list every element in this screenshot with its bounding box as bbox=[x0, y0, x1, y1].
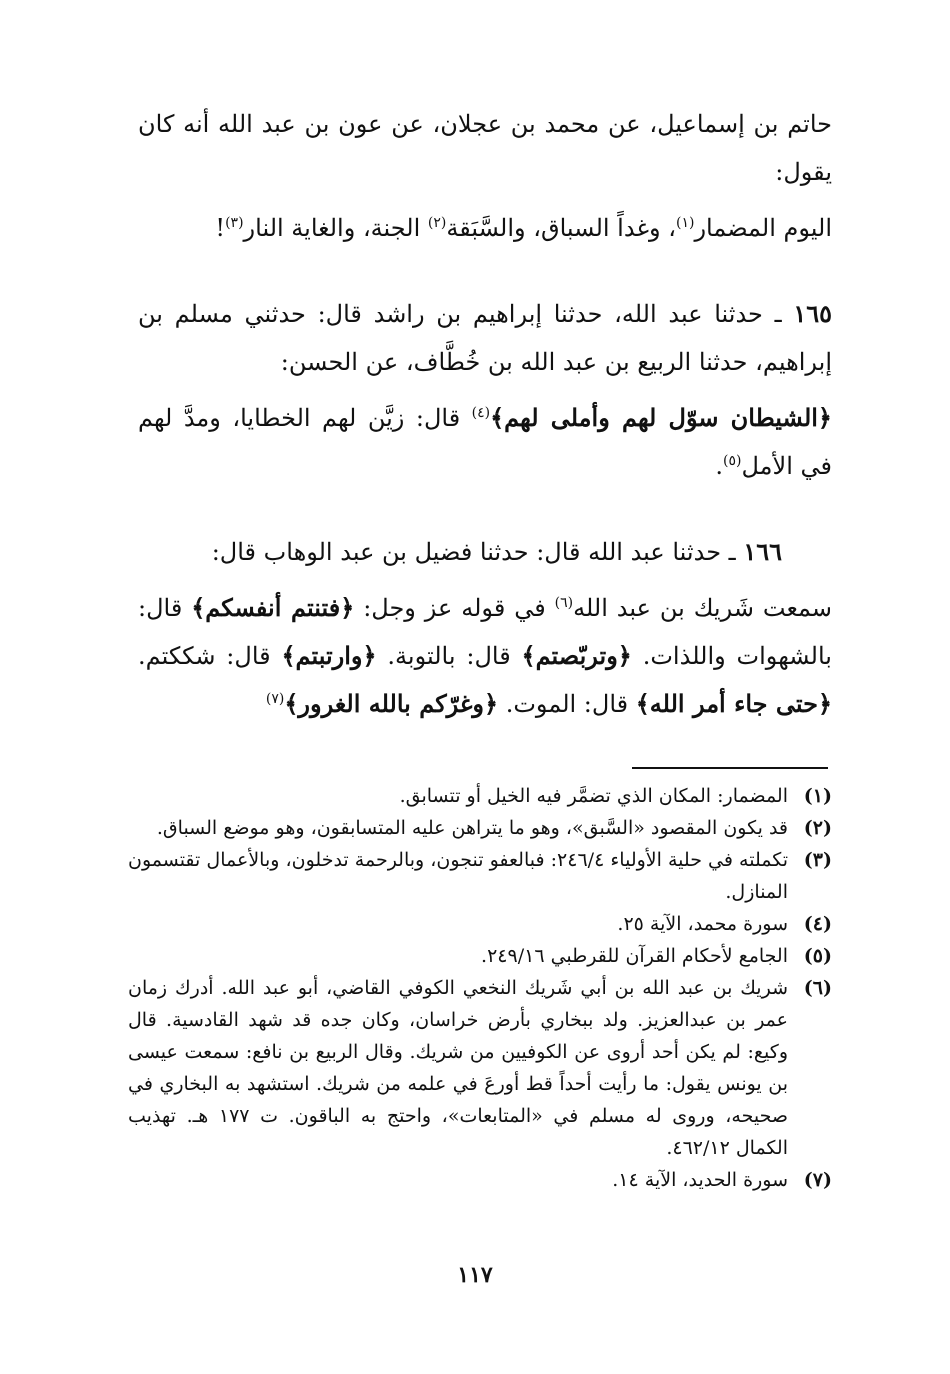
footnote-text: قد يكون المقصود «السَّبق»، وهو ما يتراهن عليه المتسابقون، وهو موضع السباق. bbox=[156, 817, 788, 839]
quran-verse: ﴿فتنتم أنفسكم﴾ bbox=[191, 593, 355, 622]
saying-text-1: اليوم المضمار bbox=[694, 214, 832, 242]
paragraph-intro bbox=[138, 100, 832, 196]
hadith-number-165: ١٦٥ bbox=[793, 299, 832, 328]
footnote-marker-2[interactable]: (٢) bbox=[427, 215, 447, 231]
intro-text: حاتم بن إسماعيل، عن محمد بن عجلان، عن عون بن عبد الله أنه كان يقول: bbox=[138, 110, 832, 186]
footnotes-list bbox=[128, 780, 832, 1196]
footnote-item bbox=[128, 812, 832, 844]
hadith-number-166: ١٦٦ bbox=[743, 537, 782, 566]
main-text bbox=[138, 100, 832, 728]
saying-text-2: ، وغداً السباق، والسَّبَقة bbox=[446, 214, 676, 242]
footnote-text: الجامع لأحكام القرآن للقرطبي ٢٤٩/١٦. bbox=[481, 945, 788, 967]
hadith-165-text: قال: زيَّن لهم الخطايا، ومدَّ لهم في الأمل bbox=[138, 404, 832, 480]
footnote-marker-5[interactable]: (٥) bbox=[723, 453, 742, 469]
hadith-166-isnad bbox=[138, 528, 832, 576]
hadith-166-text-6: قال: الموت. bbox=[498, 690, 636, 718]
hadith-165-end: . bbox=[715, 452, 724, 480]
quran-verse: ﴿وغرّكم بالله الغرور﴾ bbox=[284, 689, 499, 718]
hadith-166-text-4: قال: بالتوبة. bbox=[376, 642, 522, 670]
footnote-number: (٤) bbox=[803, 913, 832, 935]
footnote-marker-1[interactable]: (١) bbox=[675, 215, 695, 231]
footnote-item bbox=[128, 1164, 832, 1196]
footnote-divider bbox=[632, 767, 828, 769]
quran-verse: ﴿الشيطان سوّل لهم وأملى لهم﴾ bbox=[490, 403, 832, 432]
footnote-marker-7[interactable]: (٧) bbox=[265, 691, 285, 707]
hadith-166-text-3: قال: بالشهوات واللذات. bbox=[138, 594, 832, 670]
hadith-165-body bbox=[138, 394, 832, 490]
footnote-text: تكملته في حلية الأولياء ٢٤٦/٤: فبالعفو تنجون، وبالرحمة تدخلون، وبالأعمال تقتسمون المنازل. bbox=[128, 849, 788, 903]
footnote-text: سورة محمد، الآية ٢٥. bbox=[617, 913, 788, 935]
hadith-166-text-5: قال: شككتم. bbox=[138, 642, 282, 670]
footnote-item bbox=[128, 908, 832, 940]
footnote-item bbox=[128, 780, 832, 812]
footnote-number: (٢) bbox=[803, 817, 832, 839]
quran-verse: ﴿وارتبتم﴾ bbox=[281, 641, 377, 670]
paragraph-saying bbox=[138, 204, 832, 252]
hadith-166-text-1: سمعت شَريك بن عبد الله bbox=[573, 594, 833, 622]
page-number: ١١٧ bbox=[457, 1262, 493, 1288]
footnote-text: شريك بن عبد الله بن أبي شَريك النخعي الكوفي القاضي، أبو عبد الله. أدرك زمان عمر بن عبدالعزيز. ولد ببخاري بأرض خراسان، وكان جده قد شهد القادسية. قال وكيع: لم يكن أحد أروى عن الكوفيين من شريك. وقال الربيع بن نافع: سمعت عيسى بن يونس يقول: ما رأيت أحداً قط أورعَ في علمه من شريك. استشهد به البخاري في صحيحه، وروى له مسلم في «المتابعات»، واحتج به الباقون. ت ١٧٧ هـ. تهذيب الكمال ٤٦٢/١٢. bbox=[128, 977, 788, 1159]
footnote-text: سورة الحديد، الآية ١٤. bbox=[612, 1169, 788, 1191]
hadith-165-isnad-text: ـ حدثنا عبد الله، حدثنا إبراهيم بن راشد قال: حدثني مسلم بن إبراهيم، حدثنا الربيع بن عبد الله بن خُطَّاف، عن الحسن: bbox=[138, 300, 832, 376]
footnote-number: (٥) bbox=[803, 945, 832, 967]
hadith-166-text-2: في قوله عز وجل: bbox=[354, 594, 555, 622]
footnote-marker-3[interactable]: (٣) bbox=[225, 215, 244, 231]
footnote-number: (٣) bbox=[803, 849, 832, 871]
footnote-item bbox=[128, 972, 832, 1164]
saying-text-3: الجنة، والغاية النار bbox=[243, 214, 428, 242]
footnote-marker-4[interactable]: (٤) bbox=[471, 405, 491, 421]
footnote-number: (٦) bbox=[803, 977, 832, 999]
footnote-text: المضمار: المكان الذي تضمَّر فيه الخيل أو تتسابق. bbox=[399, 785, 788, 807]
saying-text-4: ! bbox=[215, 214, 226, 242]
footnote-number: (١) bbox=[803, 785, 832, 807]
quran-verse: ﴿وتربّصتم﴾ bbox=[521, 641, 632, 670]
hadith-166-isnad-text: ـ حدثنا عبد الله قال: حدثنا فضيل بن عبد الوهاب قال: bbox=[211, 538, 744, 566]
hadith-165-isnad bbox=[138, 290, 832, 386]
footnote-item bbox=[128, 844, 832, 908]
footnote-marker-6[interactable]: (٦) bbox=[554, 595, 574, 611]
quran-verse: ﴿حتى جاء أمر الله﴾ bbox=[635, 689, 832, 718]
footnote-number: (٧) bbox=[803, 1169, 832, 1191]
hadith-166-body bbox=[138, 584, 832, 728]
footnote-item bbox=[128, 940, 832, 972]
